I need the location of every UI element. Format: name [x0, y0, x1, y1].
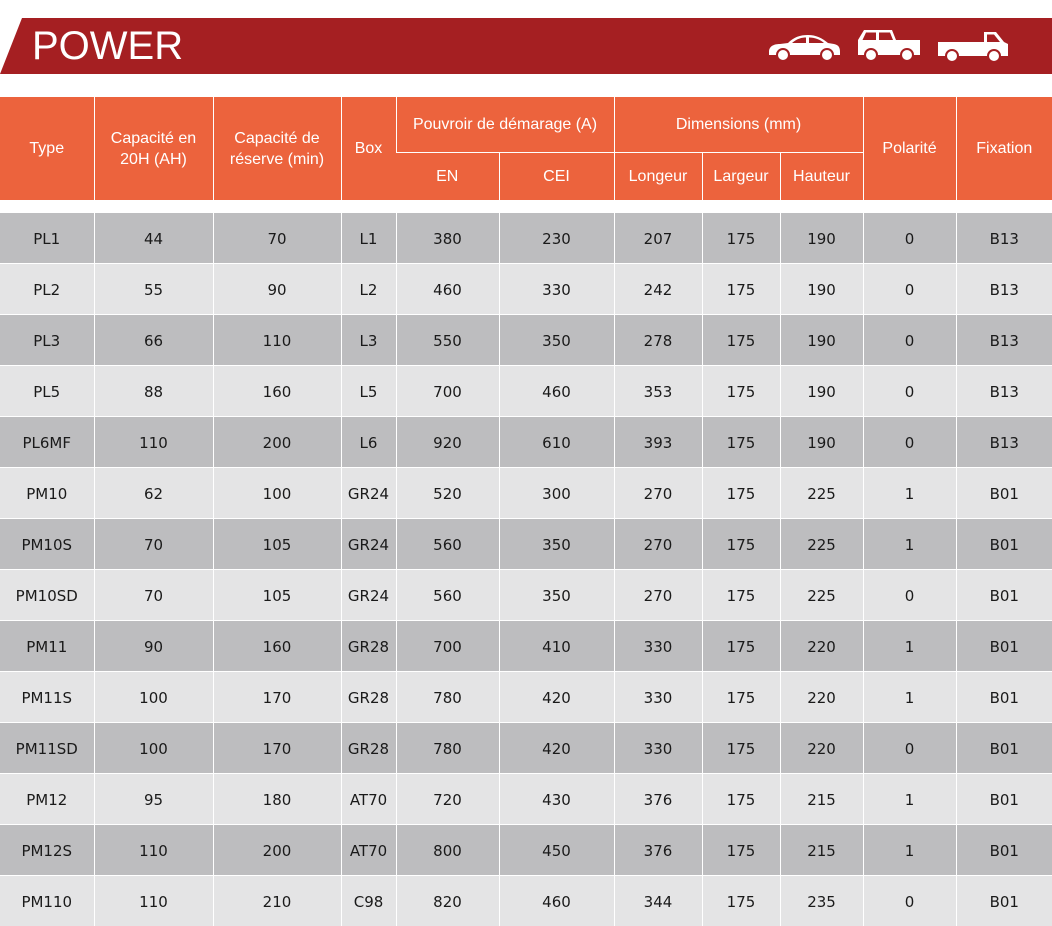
cell-reserve-capacity: 170 — [213, 723, 341, 774]
cell-box: L2 — [341, 264, 396, 315]
cell-width: 175 — [702, 570, 780, 621]
cell-cei: 420 — [499, 672, 614, 723]
pickup-truck-icon — [856, 26, 922, 66]
cell-cei: 350 — [499, 519, 614, 570]
cell-cei: 460 — [499, 876, 614, 926]
cell-type: PL3 — [0, 315, 94, 366]
table-row — [0, 366, 1052, 417]
cell-height: 190 — [780, 366, 863, 417]
table-row — [0, 264, 1052, 315]
cell-fixation: B01 — [956, 621, 1052, 672]
cell-en: 780 — [396, 723, 499, 774]
cell-height: 225 — [780, 519, 863, 570]
cell-cei: 330 — [499, 264, 614, 315]
cell-width: 175 — [702, 723, 780, 774]
cell-cei: 430 — [499, 774, 614, 825]
cell-length: 353 — [614, 366, 702, 417]
cell-fixation: B13 — [956, 264, 1052, 315]
cell-width: 175 — [702, 774, 780, 825]
cell-en: 700 — [396, 366, 499, 417]
table-row — [0, 519, 1052, 570]
cell-width: 175 — [702, 213, 780, 264]
cell-cei: 410 — [499, 621, 614, 672]
cell-type: PM12 — [0, 774, 94, 825]
cell-fixation: B13 — [956, 213, 1052, 264]
cell-type: PM12S — [0, 825, 94, 876]
cell-polarity: 1 — [863, 774, 956, 825]
cell-polarity: 0 — [863, 264, 956, 315]
cell-type: PL5 — [0, 366, 94, 417]
title-banner — [0, 18, 1052, 74]
cell-type: PM10 — [0, 468, 94, 519]
table-row — [0, 417, 1052, 468]
cell-fixation: B01 — [956, 825, 1052, 876]
table-row — [0, 213, 1052, 264]
table-row — [0, 672, 1052, 723]
header-reserve-capacity: Capacité de réserve (min) — [213, 97, 341, 201]
cell-type: PM10S — [0, 519, 94, 570]
cell-polarity: 0 — [863, 570, 956, 621]
table-body — [0, 201, 1052, 926]
cell-polarity: 0 — [863, 315, 956, 366]
cell-type: PL1 — [0, 213, 94, 264]
cell-capacity-20h: 55 — [94, 264, 213, 315]
cell-box: L3 — [341, 315, 396, 366]
cell-capacity-20h: 100 — [94, 723, 213, 774]
cell-type: PM11SD — [0, 723, 94, 774]
cell-en: 460 — [396, 264, 499, 315]
table-row — [0, 570, 1052, 621]
cell-fixation: B01 — [956, 672, 1052, 723]
table-row — [0, 723, 1052, 774]
cell-box: AT70 — [341, 825, 396, 876]
flatbed-truck-icon — [936, 26, 1010, 66]
cell-fixation: B01 — [956, 876, 1052, 926]
cell-polarity: 1 — [863, 519, 956, 570]
cell-capacity-20h: 90 — [94, 621, 213, 672]
cell-fixation: B01 — [956, 723, 1052, 774]
cell-en: 820 — [396, 876, 499, 926]
cell-height: 235 — [780, 876, 863, 926]
cell-length: 270 — [614, 519, 702, 570]
cell-capacity-20h: 62 — [94, 468, 213, 519]
cell-fixation: B01 — [956, 774, 1052, 825]
cell-capacity-20h: 100 — [94, 672, 213, 723]
cell-width: 175 — [702, 621, 780, 672]
header-type: Type — [0, 97, 94, 201]
header-height: Hauteur — [780, 153, 863, 201]
cell-length: 278 — [614, 315, 702, 366]
header-length: Longeur — [614, 153, 702, 201]
cell-length: 330 — [614, 672, 702, 723]
cell-width: 175 — [702, 417, 780, 468]
table-row — [0, 468, 1052, 519]
cell-reserve-capacity: 160 — [213, 366, 341, 417]
cell-height: 190 — [780, 213, 863, 264]
cell-reserve-capacity: 170 — [213, 672, 341, 723]
cell-width: 175 — [702, 315, 780, 366]
header-cei: CEI — [499, 153, 614, 201]
cell-cei: 300 — [499, 468, 614, 519]
cell-en: 380 — [396, 213, 499, 264]
cell-fixation: B13 — [956, 366, 1052, 417]
cell-capacity-20h: 44 — [94, 213, 213, 264]
cell-box: L5 — [341, 366, 396, 417]
cell-fixation: B01 — [956, 468, 1052, 519]
cell-height: 215 — [780, 825, 863, 876]
cell-length: 270 — [614, 570, 702, 621]
cell-polarity: 1 — [863, 468, 956, 519]
header-polarity: Polarité — [863, 97, 956, 201]
cell-length: 344 — [614, 876, 702, 926]
cell-width: 175 — [702, 825, 780, 876]
cell-type: PM11S — [0, 672, 94, 723]
cell-reserve-capacity: 210 — [213, 876, 341, 926]
cell-height: 220 — [780, 723, 863, 774]
cell-capacity-20h: 95 — [94, 774, 213, 825]
cell-width: 175 — [702, 672, 780, 723]
cell-cei: 230 — [499, 213, 614, 264]
cell-reserve-capacity: 70 — [213, 213, 341, 264]
cell-polarity: 1 — [863, 621, 956, 672]
cell-type: PM10SD — [0, 570, 94, 621]
cell-polarity: 1 — [863, 672, 956, 723]
header-box: Box — [341, 97, 396, 201]
cell-type: PL2 — [0, 264, 94, 315]
table-row — [0, 825, 1052, 876]
cell-en: 520 — [396, 468, 499, 519]
header-dimensions: Dimensions (mm) — [614, 97, 863, 153]
cell-reserve-capacity: 200 — [213, 417, 341, 468]
cell-width: 175 — [702, 468, 780, 519]
cell-height: 190 — [780, 315, 863, 366]
cell-en: 560 — [396, 519, 499, 570]
cell-box: L1 — [341, 213, 396, 264]
header-width: Largeur — [702, 153, 780, 201]
cell-cei: 420 — [499, 723, 614, 774]
cell-reserve-capacity: 90 — [213, 264, 341, 315]
cell-capacity-20h: 66 — [94, 315, 213, 366]
cell-height: 190 — [780, 417, 863, 468]
cell-length: 207 — [614, 213, 702, 264]
table-row — [0, 621, 1052, 672]
cell-height: 190 — [780, 264, 863, 315]
cell-type: PL6MF — [0, 417, 94, 468]
battery-spec-table — [0, 97, 1052, 926]
cell-box: GR24 — [341, 570, 396, 621]
cell-length: 376 — [614, 825, 702, 876]
cell-box: GR28 — [341, 672, 396, 723]
cell-height: 215 — [780, 774, 863, 825]
cell-polarity: 0 — [863, 723, 956, 774]
cell-polarity: 0 — [863, 876, 956, 926]
cell-polarity: 0 — [863, 213, 956, 264]
cell-box: GR28 — [341, 621, 396, 672]
header-spacer — [0, 201, 1052, 213]
cell-width: 175 — [702, 366, 780, 417]
cell-height: 220 — [780, 672, 863, 723]
table-row — [0, 315, 1052, 366]
cell-length: 393 — [614, 417, 702, 468]
cell-en: 780 — [396, 672, 499, 723]
cell-en: 920 — [396, 417, 499, 468]
cell-polarity: 0 — [863, 366, 956, 417]
header-capacity-20h: Capacité en 20H (AH) — [94, 97, 213, 201]
cell-en: 550 — [396, 315, 499, 366]
header-cranking-power: Pouvroir de démarage (A) — [396, 97, 614, 153]
cell-width: 175 — [702, 519, 780, 570]
page-title: POWER — [32, 22, 183, 70]
cell-en: 700 — [396, 621, 499, 672]
cell-reserve-capacity: 100 — [213, 468, 341, 519]
cell-box: GR28 — [341, 723, 396, 774]
cell-reserve-capacity: 160 — [213, 621, 341, 672]
cell-fixation: B13 — [956, 315, 1052, 366]
cell-reserve-capacity: 105 — [213, 570, 341, 621]
cell-height: 225 — [780, 570, 863, 621]
cell-capacity-20h: 88 — [94, 366, 213, 417]
table-row — [0, 774, 1052, 825]
cell-cei: 350 — [499, 315, 614, 366]
cell-polarity: 1 — [863, 825, 956, 876]
cell-height: 220 — [780, 621, 863, 672]
cell-width: 175 — [702, 876, 780, 926]
cell-box: L6 — [341, 417, 396, 468]
cell-box: GR24 — [341, 519, 396, 570]
cell-capacity-20h: 110 — [94, 825, 213, 876]
cell-width: 175 — [702, 264, 780, 315]
cell-reserve-capacity: 180 — [213, 774, 341, 825]
cell-type: PM11 — [0, 621, 94, 672]
cell-type: PM110 — [0, 876, 94, 926]
sedan-car-icon — [766, 26, 842, 66]
cell-cei: 450 — [499, 825, 614, 876]
table-row — [0, 876, 1052, 926]
cell-box: C98 — [341, 876, 396, 926]
cell-length: 376 — [614, 774, 702, 825]
cell-box: GR24 — [341, 468, 396, 519]
cell-cei: 610 — [499, 417, 614, 468]
cell-reserve-capacity: 105 — [213, 519, 341, 570]
cell-box: AT70 — [341, 774, 396, 825]
cell-length: 242 — [614, 264, 702, 315]
cell-length: 270 — [614, 468, 702, 519]
cell-length: 330 — [614, 723, 702, 774]
cell-fixation: B01 — [956, 570, 1052, 621]
cell-fixation: B13 — [956, 417, 1052, 468]
cell-en: 720 — [396, 774, 499, 825]
cell-capacity-20h: 110 — [94, 417, 213, 468]
cell-fixation: B01 — [956, 519, 1052, 570]
cell-length: 330 — [614, 621, 702, 672]
cell-capacity-20h: 110 — [94, 876, 213, 926]
cell-en: 800 — [396, 825, 499, 876]
cell-height: 225 — [780, 468, 863, 519]
cell-capacity-20h: 70 — [94, 570, 213, 621]
cell-reserve-capacity: 200 — [213, 825, 341, 876]
cell-reserve-capacity: 110 — [213, 315, 341, 366]
cell-capacity-20h: 70 — [94, 519, 213, 570]
header-en: EN — [396, 153, 499, 201]
cell-polarity: 0 — [863, 417, 956, 468]
header-fixation: Fixation — [956, 97, 1052, 201]
cell-en: 560 — [396, 570, 499, 621]
cell-cei: 460 — [499, 366, 614, 417]
cell-cei: 350 — [499, 570, 614, 621]
